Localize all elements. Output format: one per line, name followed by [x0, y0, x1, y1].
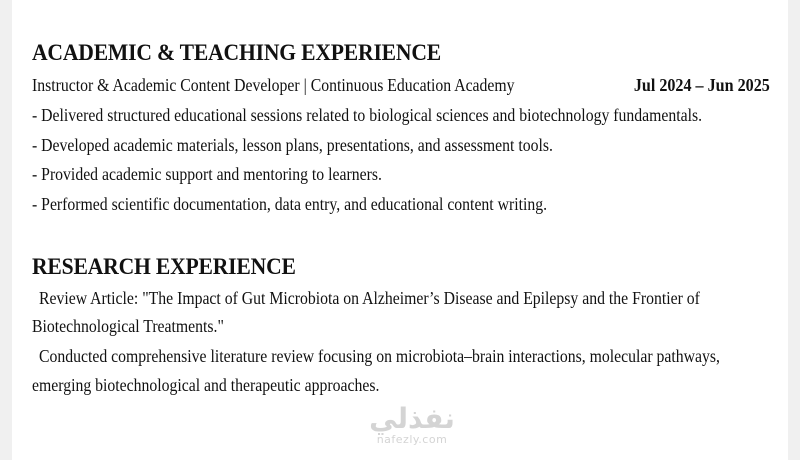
teaching-date-range: Jul 2024 – Jun 2025 — [634, 75, 770, 95]
resume-page — [12, 0, 788, 460]
watermark-latin-text: nafezly.com — [376, 433, 448, 446]
teaching-bullet: - Delivered structured educational sessions related to biological sciences and biotechnology fundamentals. — [32, 105, 703, 125]
watermark-arabic-text: نفذلي — [369, 402, 455, 435]
nafezly-watermark — [352, 404, 472, 446]
teaching-section-heading: ACADEMIC & TEACHING EXPERIENCE — [32, 40, 441, 65]
research-line: Conducted comprehensive literature review focusing on microbiota–brain interactions, molecular pathways, — [39, 346, 720, 366]
teaching-bullet: - Performed scientific documentation, data entry, and educational content writing. — [32, 194, 548, 214]
research-section-heading: RESEARCH EXPERIENCE — [32, 254, 296, 279]
teaching-position-title: Instructor & Academic Content Developer | Continuous Education Academy — [32, 75, 515, 95]
teaching-bullet: - Provided academic support and mentoring to learners. — [32, 164, 382, 184]
research-line: emerging biotechnological and therapeutic approaches. — [32, 375, 380, 395]
teaching-bullet: - Developed academic materials, lesson plans, presentations, and assessment tools. — [32, 135, 553, 155]
research-line: Biotechnological Treatments." — [32, 316, 224, 336]
research-line: Review Article: "The Impact of Gut Microbiota on Alzheimer’s Disease and Epilepsy and the Frontier of — [39, 288, 700, 308]
